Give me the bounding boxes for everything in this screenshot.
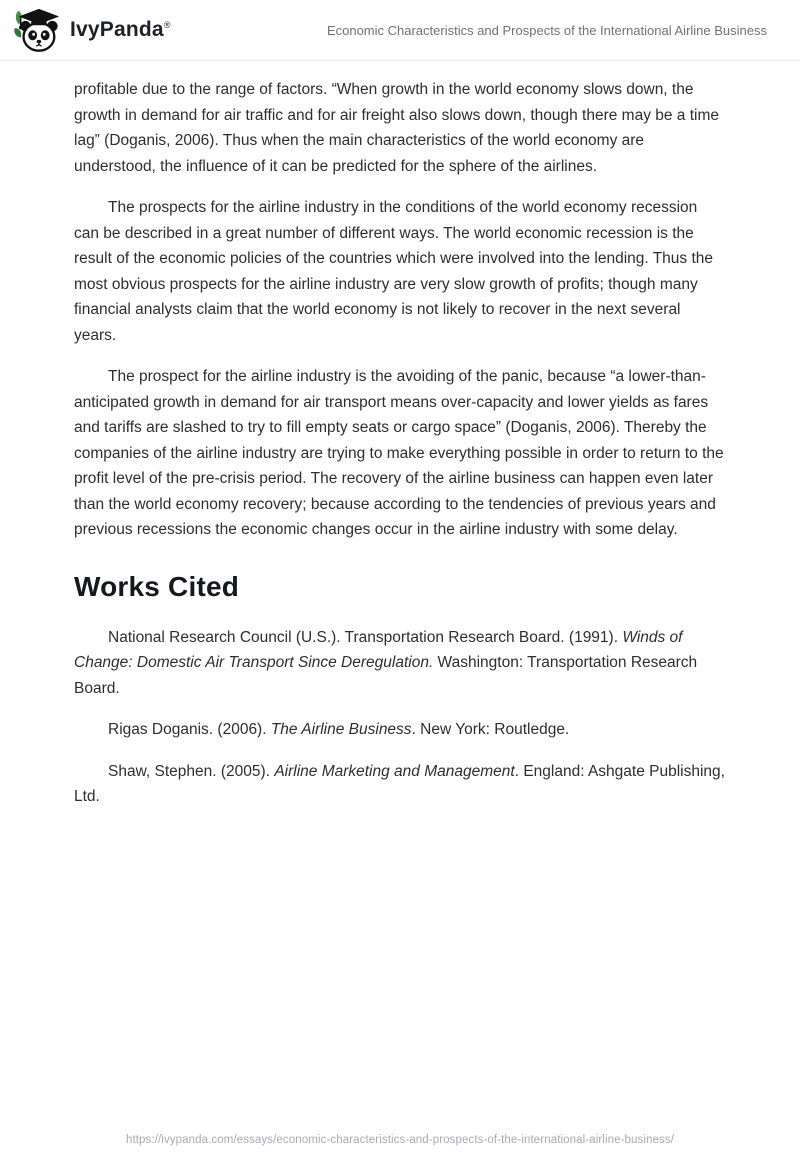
- document-title: Economic Characteristics and Prospects of the International Airline Business: [326, 22, 767, 38]
- citation-text: . England: Ashgate Publishing, Ltd.: [74, 762, 725, 805]
- brand-wordmark: IvyPanda: [70, 18, 164, 41]
- essay-body: [0, 61, 800, 810]
- citation-text: Shaw, Stephen. (2005).: [108, 762, 275, 780]
- citation-title-italic: The Airline Business: [270, 721, 412, 738]
- citation: [74, 625, 726, 702]
- citation-text: Rigas Doganis. (2006).: [108, 721, 271, 738]
- citation-title-italic: Airline Marketing and Management: [274, 762, 515, 780]
- ivypanda-panda-logo-icon: [13, 5, 61, 55]
- works-cited-heading: Works Cited: [74, 570, 240, 602]
- leaf-icon: [14, 28, 21, 38]
- citation-text: Washington: Transportation Research Board.: [74, 654, 698, 697]
- footer: [0, 1130, 800, 1148]
- paragraph: The prospects for the airline industry in the conditions of the world economy recession can be described in a great number of different ways. The world economic recession is the result of the economic policies of the countries which were involved into the lending. Thus the most obvious prospects for the airline industry are very slow growth of profits; though many financial analysts claim that the world economy is not likely to recover in the next several years.: [74, 199, 714, 344]
- ivypanda-brand: [13, 5, 171, 55]
- citation-text: . New York: Routledge.: [411, 721, 570, 738]
- header: [0, 0, 800, 61]
- citation: [74, 759, 726, 810]
- source-url: https://ivypanda.com/essays/economic-characteristics-and-prospects-of-the-international-airline-business/: [125, 1134, 675, 1146]
- brand-name: [70, 18, 171, 42]
- paragraph: profitable due to the range of factors. “When growth in the world economy slows down, the growth in demand for air traffic and for air freight also slows down, though there may be a time lag” (Doganis, 2006). Thus when the main characteristics of the world economy are understood, the influence of it can be predicted for the sphere of the airlines.: [74, 81, 720, 175]
- registered-trademark-symbol: ®: [163, 20, 171, 30]
- paragraph: The prospect for the airline industry is the avoiding of the panic, because “a lower-than-anticipated growth in demand for air transport means over-capacity and lower yields as fares and tariffs are slashed to try to fill empty seats or cargo space” (Doganis, 2006). Thereby the companies of the airline industry are trying to make everything possible in order to return to the profit level of the pre-crisis period. The recovery of the airline business can happen even later than the world economy recovery; because according to the tendencies of previous years and previous recessions the economic changes occur in the airline industry with some delay.: [74, 368, 724, 538]
- citation: [74, 717, 726, 743]
- citation-title-italic: Winds of Change: Domestic Air Transport Since Deregulation.: [74, 628, 683, 671]
- citation-text: National Research Council (U.S.). Transportation Research Board. (1991).: [108, 628, 623, 646]
